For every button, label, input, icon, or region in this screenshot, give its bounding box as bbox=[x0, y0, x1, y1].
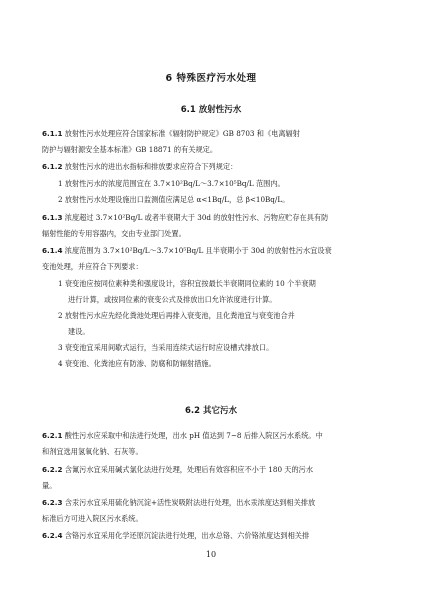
section-title-6-1: 6.1 放射性污水 bbox=[180, 105, 242, 115]
clause-number: 6.2.3 bbox=[42, 498, 63, 507]
clause-text-line: 和剂宜选用氢氧化钠、石灰等。 bbox=[42, 447, 143, 456]
list-item: 1 衰变池应按同位素种类和强度设计，容积宜按最长半衰期同位素的 10 个半衰期 bbox=[58, 279, 316, 288]
clause-text-line: 辐射性能的专用容器内，交由专业部门处置。 bbox=[42, 229, 186, 238]
clause-text-line: 放射性污水的进出水指标和排放要求应符合下列规定： bbox=[64, 162, 238, 171]
clause-number: 6.1.2 bbox=[42, 162, 63, 171]
clause-text-line: 标准后方可进入院区污水系统。 bbox=[42, 514, 143, 523]
sub-items-6-1-2 bbox=[58, 176, 386, 208]
clause-text-line: 含铬污水宜采用化学还原沉淀法进行处理，出水总铬、六价铬浓度达到相关排 bbox=[64, 531, 310, 540]
clause-6-2-1 bbox=[42, 428, 382, 460]
clause-number: 6.2.1 bbox=[42, 431, 63, 440]
clause-number: 6.1.1 bbox=[42, 129, 63, 138]
clause-text-line: 放射性污水处理应符合国家标准《辐射防护规定》GB 8703 和《电离辐射 bbox=[64, 129, 300, 138]
clause-text-line: 酸性污水应采取中和法进行处理，出水 pH 值达到 7~8 后排入院区污水系统。中 bbox=[64, 431, 323, 440]
list-item: 2 放射性污水应先经化粪池处理后再排入衰变池，且化粪池宜与衰变池合并 bbox=[58, 311, 295, 320]
clause-number: 6.2.2 bbox=[42, 465, 63, 474]
clause-6-2-3 bbox=[42, 495, 382, 527]
clause-number: 6.1.3 bbox=[42, 213, 63, 222]
list-item: 4 衰变池、化粪池应有防渗、防腐和防辐射措施。 bbox=[58, 359, 216, 368]
list-item: 2 放射性污水处理设施出口监测值应满足总 α<1Bq/L，总 β<10Bq/L。 bbox=[58, 195, 290, 204]
clause-text-line: 变池处理，并应符合下列要求： bbox=[42, 262, 143, 271]
clause-text-line: 含汞污水宜采用硫化钠沉淀+活性炭吸附法进行处理，出水汞浓度达到相关排放 bbox=[64, 498, 316, 507]
list-item: 1 放射性污水的浓度范围宜在 3.7×10²Bq/L～3.7×10⁵Bq/L 范围内。 bbox=[58, 179, 285, 188]
list-item-continued: 进行计算，或按同位素的衰变公式及排放出口允许浓度进行计算。 bbox=[68, 295, 277, 304]
clause-number: 6.1.4 bbox=[42, 246, 63, 255]
clause-text-line: 浓度范围为 3.7×10²Bq/L～3.7×10⁵Bq/L 且半衰期小于 30d 的放射性污水宜设衰 bbox=[64, 246, 332, 255]
clause-6-2-4 bbox=[42, 528, 382, 544]
list-item: 3 衰变池宜采用间歇式运行，当采用连续式运行时应设槽式排放口。 bbox=[58, 343, 274, 352]
clause-text-line: 浓度超过 3.7×10²Bq/L 或者半衰期大于 30d 的放射性污水、污物应贮存在具有防 bbox=[64, 213, 329, 222]
sub-items-6-1-4 bbox=[58, 276, 386, 372]
section-title-6-2: 6.2 其它污水 bbox=[184, 406, 238, 416]
chapter-title: 6 特殊医疗污水处理 bbox=[165, 73, 257, 84]
clause-text-line: 含氰污水宜采用碱式氯化法进行处理，处理后有效容积应不小于 180 天的污水 bbox=[64, 465, 314, 474]
clause-text-line: 防护与辐射源安全基本标准》GB 18871 的有关规定。 bbox=[42, 145, 218, 154]
clause-text-line: 量。 bbox=[42, 481, 57, 490]
clause-6-1-1 bbox=[42, 126, 382, 158]
clause-6-1-2 bbox=[42, 159, 382, 175]
list-item-continued: 建设。 bbox=[68, 327, 90, 336]
clause-6-2-2 bbox=[42, 462, 382, 494]
page-number: 10 bbox=[205, 550, 217, 559]
clause-6-1-3 bbox=[42, 210, 382, 242]
clause-6-1-4 bbox=[42, 243, 382, 275]
clause-number: 6.2.4 bbox=[42, 531, 63, 540]
